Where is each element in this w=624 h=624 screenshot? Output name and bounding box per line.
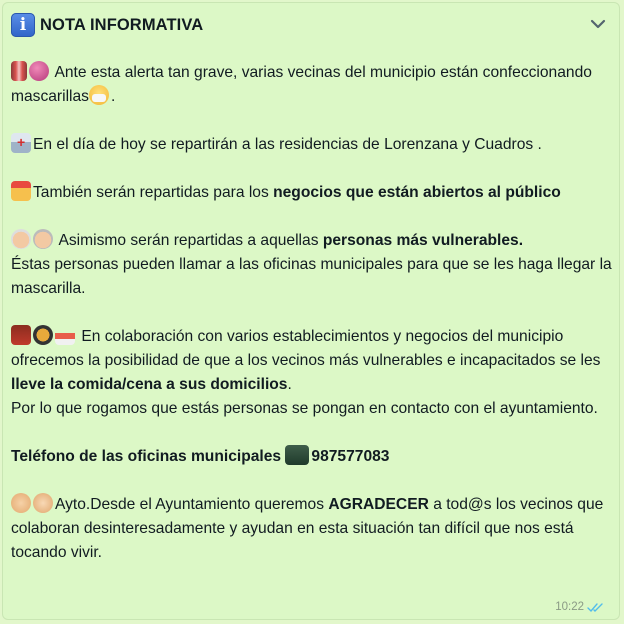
hospital-icon — [11, 133, 31, 153]
old-woman-icon — [11, 229, 31, 249]
bold-text: negocios que están abiertos al público — [273, 184, 561, 201]
message-bubble — [2, 2, 620, 620]
paragraph-text: Éstas personas pueden llamar a las oficinas municipales para que se les haga llegar la mascarilla. — [11, 256, 612, 297]
chevron-down-icon[interactable] — [589, 15, 607, 33]
thumbs-up-icon — [11, 493, 31, 513]
paragraph-text: Ayto.Desde el Ayuntamiento queremos — [55, 496, 329, 513]
paragraph-masks: Ante esta alerta tan grave, varias vecinas del municipio están confeccionando mascarillas . — [11, 61, 613, 109]
paragraph-text: Ante esta alerta tan grave, varias vecinas del municipio están confeccionando mascarillas — [11, 64, 592, 105]
bold-text: AGRADECER — [328, 496, 429, 513]
message-status — [555, 601, 605, 613]
dish-icon — [55, 325, 75, 345]
medical-mask-face-icon — [89, 85, 109, 105]
message-header — [11, 12, 203, 38]
old-man-icon — [33, 229, 53, 249]
telephone-icon — [285, 445, 309, 465]
paragraph-text: Por lo que rogamos que estás personas se pongan en contacto con el ayuntamiento. — [11, 400, 598, 417]
message-body — [11, 61, 613, 565]
double-check-icon — [587, 602, 605, 613]
convenience-store-icon — [11, 181, 31, 201]
bold-text: personas más vulnerables. — [322, 232, 524, 249]
restaurant-icon — [11, 325, 31, 345]
message-title: NOTA INFORMATIVA — [40, 15, 204, 34]
clapping-hands-icon — [33, 493, 53, 513]
shallow-pan-icon — [33, 325, 53, 345]
bold-text: Teléfono de las oficinas municipales — [11, 448, 286, 465]
phone-number[interactable]: 987577083 — [311, 448, 390, 465]
paragraph-residences — [11, 133, 613, 157]
paragraph-text: En el día de hoy se repartirán a las residencias de Lorenzana y Cuadros . — [33, 136, 542, 153]
paragraph-phone — [11, 445, 613, 469]
paragraph-text: Asimismo serán repartidas a aquellas — [55, 232, 323, 249]
message-time: 10:22 — [555, 601, 584, 613]
paragraph-text: También serán repartidas para los — [33, 184, 274, 201]
spool-of-thread-icon — [11, 61, 27, 81]
yarn-ball-icon — [29, 61, 49, 81]
paragraph-text: a tod@s los vecinos que colaboran desinteresadamente y ayudan en esta situación tan difícil que nos está tocando vivir. — [11, 496, 604, 561]
bold-text: lleve la comida/cena a sus domicilios — [11, 376, 288, 393]
paragraph-text: En colaboración con varios establecimientos y negocios del municipio ofrecemos la posibilidad de que a los vecinos más vulnerables e incapacitados se les — [11, 328, 601, 369]
paragraph-vulnerable — [11, 229, 613, 301]
information-icon: i — [11, 13, 35, 37]
paragraph-meals: En colaboración con varios establecimientos y negocios del municipio ofrecemos la posibilidad de que a los vecinos más vulnerables e incapacitados se les lleve la comida/cena a sus domicilios. Por lo que rogamos que estás personas se pongan en contacto con el ayuntamiento. — [11, 325, 613, 421]
paragraph-thanks — [11, 493, 613, 565]
paragraph-businesses — [11, 181, 613, 205]
